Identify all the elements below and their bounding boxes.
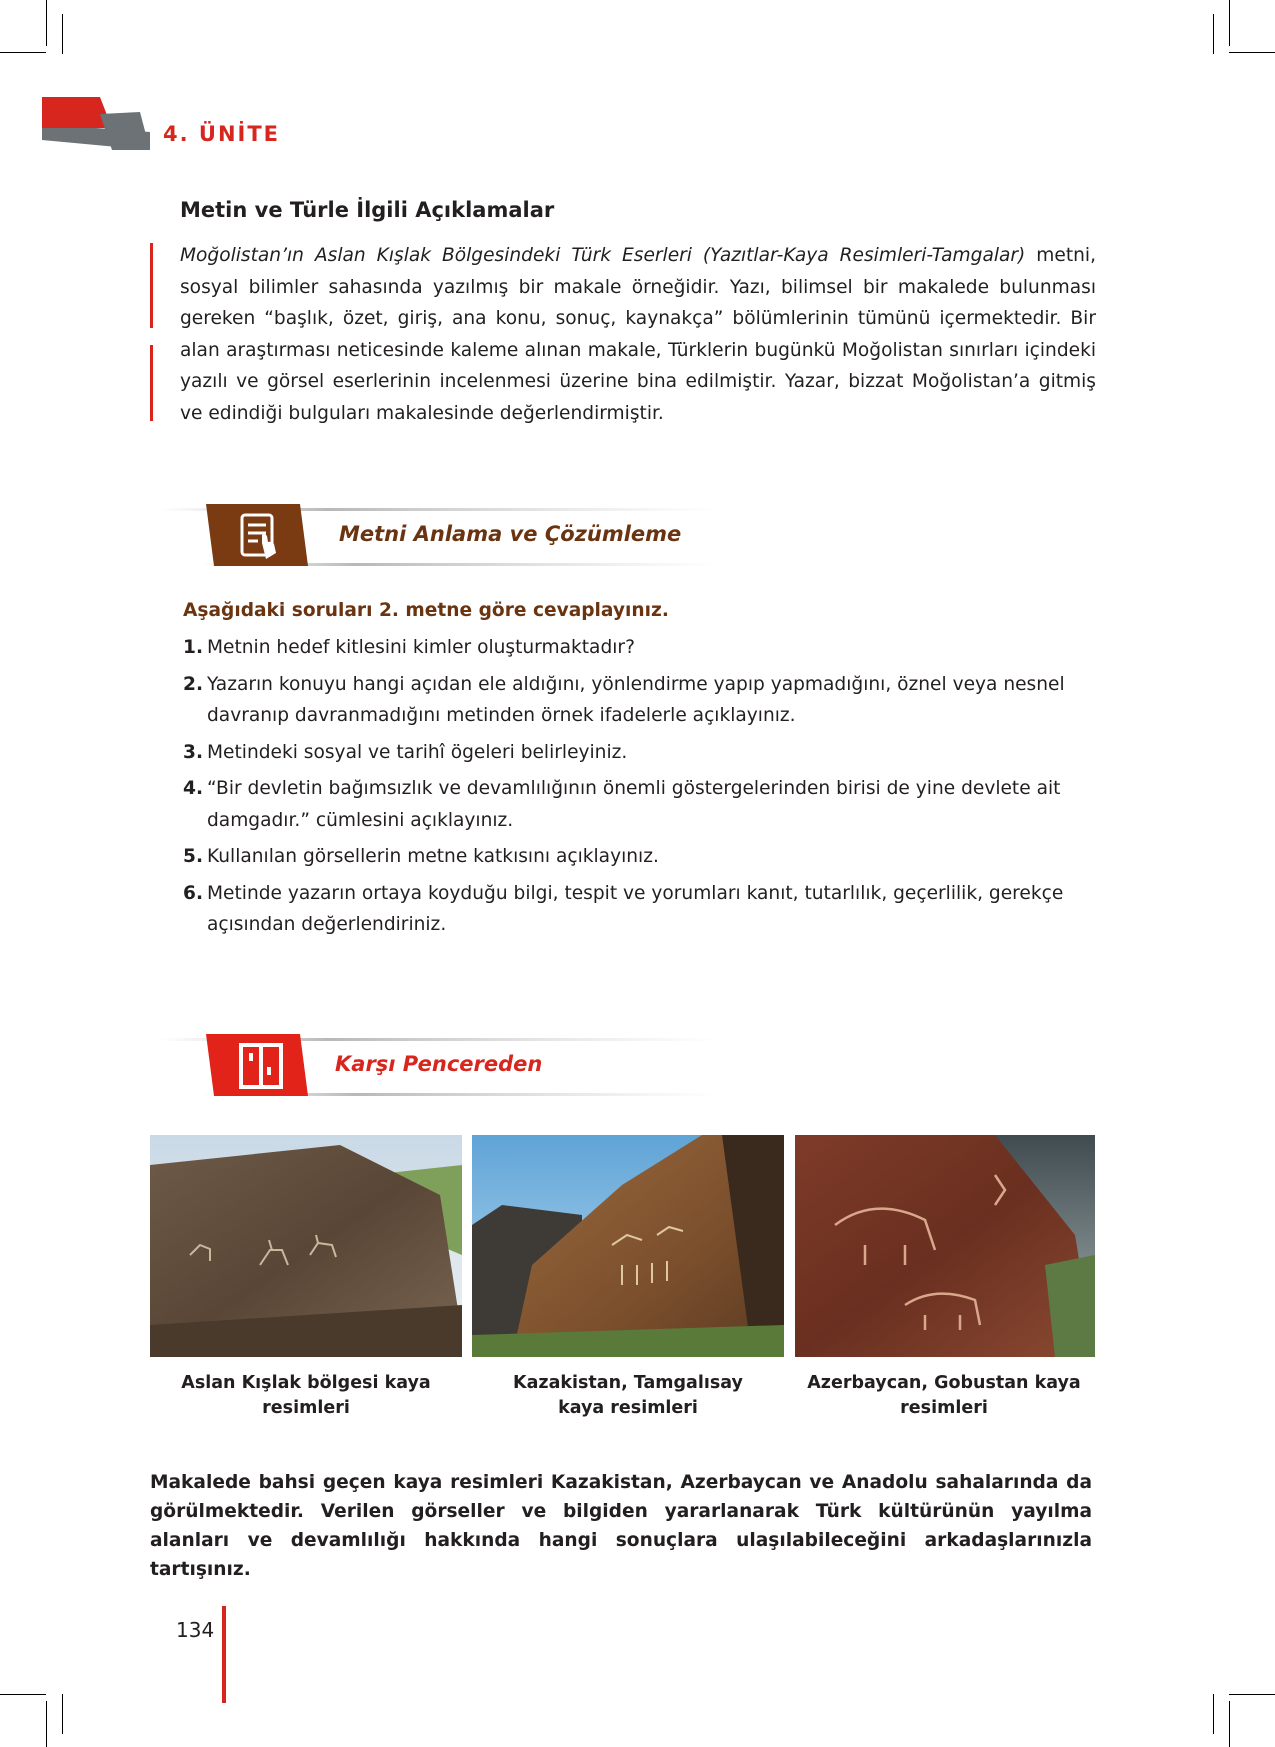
page-number: 134 [176, 1618, 215, 1642]
crop-mark [1229, 0, 1230, 46]
question-item: 2. Yazarın konuyu hangi açıdan ele aldığını, yönlendirme yapıp yapmadığını, öznel veya nesnel davranıp davranmadığını metinden örnek ifadelerle açıklayınız. [183, 673, 1065, 726]
discussion-prompt: Makalede bahsi geçen kaya resimleri Kazakistan, Azerbaycan ve Anadolu sahalarında da görülmektedir. Verilen görseller ve bilgiden yararlanarak Türk kültürünün yayılma alanları ve devamlılığı hakkında hangi sonuçlara ulaşılabileceğini arkadaşlarınızla tartışınız. [150, 1472, 1092, 1580]
rock-art-photo-tamgalisay [472, 1135, 784, 1357]
question-item: 6. Metinde yazarın ortaya koyduğu bilgi, tespit ve yorumları kanıt, tutarlılık, geçerlilik, gerekçe açısından değerlendiriniz. [183, 882, 1064, 935]
crop-mark [1229, 1694, 1275, 1695]
quote-bar [150, 243, 153, 328]
comprehension-banner [160, 500, 720, 572]
crop-mark [62, 1694, 63, 1734]
rock-art-photo-aslan-kislak [150, 1135, 462, 1357]
window-banner-title: Karşı Pencereden [335, 1052, 543, 1076]
question-item: 3. Metindeki sosyal ve tarihî ögeleri belirleyiniz. [183, 741, 628, 763]
photo-caption: Kazakistan, Tamgalısay kaya resimleri [513, 1373, 743, 1418]
crop-mark [1213, 14, 1214, 54]
crop-mark [1229, 1701, 1230, 1747]
window-banner [160, 1030, 720, 1102]
crop-mark [1213, 1694, 1214, 1734]
unit-band-graphic [0, 0, 160, 160]
crop-mark [1229, 52, 1275, 53]
explanation-paragraph [180, 240, 1096, 429]
photo-caption: Azerbaycan, Gobustan kaya resimleri [807, 1373, 1081, 1418]
photo-caption: Aslan Kışlak bölgesi kaya resimleri [181, 1373, 431, 1418]
unit-label: 4. ÜNİTE [163, 122, 281, 146]
crop-mark [46, 1701, 47, 1747]
window-icon [233, 1039, 289, 1095]
document-hand-icon [232, 509, 288, 565]
crop-mark [0, 1694, 46, 1695]
quote-bar [150, 345, 153, 421]
question-item: 5. Kullanılan görsellerin metne katkısını açıklayınız. [183, 846, 659, 867]
comprehension-banner-title: Metni Anlama ve Çözümleme [339, 522, 682, 546]
instruction-text: Aşağıdaki soruları 2. metne göre cevaplayınız. [183, 600, 669, 621]
page-number-bar [222, 1606, 226, 1703]
question-list [183, 632, 1098, 946]
rock-art-photo-gobustan [795, 1135, 1095, 1357]
section-title: Metin ve Türle İlgili Açıklamalar [180, 198, 555, 222]
explanation-body: metni, sosyal bilimler sahasında yazılmış bir makale örneğidir. Yazı, bilimsel bir makalede bulunması gereken “başlık, özet, giriş, ana konu, sonuç, kaynakça” bölümlerinin tümünü içermektedir. Bir alan araştırması neticesinde kaleme alınan makale, Türklerin bugünkü Moğolistan sınırları içindeki yazılı ve görsel eserlerinin incelenmesi üzerine bina edilmiştir. Yazar, bizzat Moğolistan’a gitmiş ve edindiği bulguları makalesinde değerlendirmiştir. [180, 245, 1096, 424]
question-item: 1. Metnin hedef kitlesini kimler oluşturmaktadır? [183, 637, 635, 658]
question-item: 4. “Bir devletin bağımsızlık ve devamlılığının önemli göstergelerinden birisi de yine devlete ait damgadır.” cümlesini açıklayınız. [183, 778, 1061, 831]
article-title-italic: Moğolistan’ın Aslan Kışlak Bölgesindeki Türk Eserleri (Yazıtlar-Kaya Resimleri-Tamgalar) [180, 245, 1026, 266]
